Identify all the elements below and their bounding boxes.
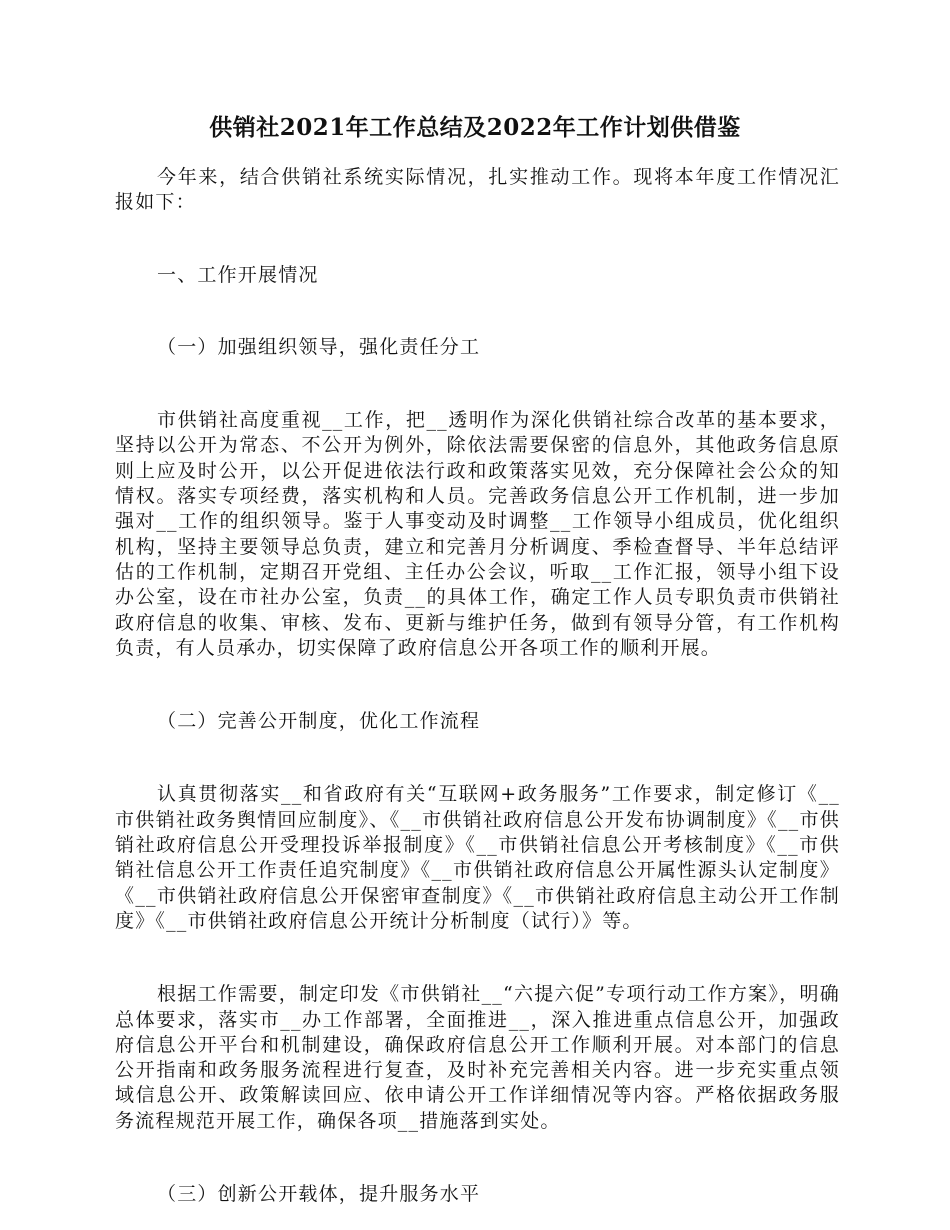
subsection-2-paragraph-2: 根据工作需要，制定印发《市供销社__“六提六促”专项行动工作方案》，明确总体要求，落实市__办工作部署，全面推进__，深入推进重点信息公开，加强政府信息公开平台和机制建设，确保政府信息公开工作顺利开展。对本部门的信息公开指南和政务服务流程进行复查，及时补充完善相关内容。进一步充实重点领域信息公开、政策解读回应、依申请公开工作详细情况等内容。严格依据政务服务流程规范开展工作，确保各项__措施落到实处。 (115, 983, 840, 1132)
subsection-heading-1: （一）加强组织领导，强化责任分工 (157, 335, 481, 358)
subsection-2-paragraph-1: 认真贯彻落实__和省政府有关“互联网+政务服务”工作要求，制定修订《__市供销社政务舆情回应制度》、《__市供销社政府信息公开发布协调制度》《__市供销社政府信息公开受理投诉举报制度》《__市供销社信息公开考核制度》《__市供销社信息公开工作责任追究制度》《__市供销社政府信息公开属性源头认定制度》《__市供销社政府信息公开保密审查制度》《__市供销社政府信息主动公开工作制度》《__市供销社政府信息公开统计分析制度（试行）》等。 (115, 783, 840, 932)
document-title: 供销社2021年工作总结及2022年工作计划供借鉴 (209, 114, 741, 141)
document-body (115, 165, 840, 1207)
subsection-1-paragraph: 市供销社高度重视__工作，把__透明作为深化供销社综合改革的基本要求，坚持以公开为常态、不公开为例外，除依法需要保密的信息外，其他政务信息原则上应及时公开，以公开促进依法行政和政策落实见效，充分保障社会公众的知情权。落实专项经费，落实机构和人员。完善政务信息公开工作机制，进一步加强对__工作的组织领导。鉴于人事变动及时调整__工作领导小组成员，优化组织机构，坚持主要领导总负责，建立和完善月分析调度、季检查督导、半年总结评估的工作机制，定期召开党组、主任办公会议，听取__工作汇报，领导小组下设办公室，设在市社办公室，负责__的具体工作，确定工作人员专职负责市供销社政府信息的收集、审核、发布、更新与维护任务，做到有领导分管，有工作机构负责，有人员承办，切实保障了政府信息公开各项工作的顺利开展。 (115, 409, 840, 659)
subsection-heading-2: （二）完善公开制度，优化工作流程 (157, 710, 481, 733)
intro-paragraph: 今年来，结合供销社系统实际情况，扎实推动工作。现将本年度工作情况汇报如下： (115, 166, 840, 214)
section-heading-1: 一、工作开展情况 (157, 263, 319, 286)
subsection-heading-3: （三）创新公开载体，提升服务水平 (157, 1183, 481, 1206)
